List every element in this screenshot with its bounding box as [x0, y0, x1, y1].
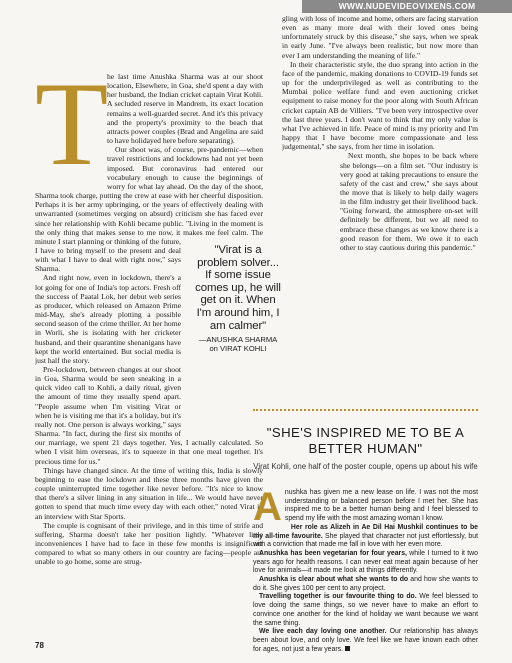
sidebar-paragraph-text: We feel blessed to love doing the same things, so we never have to make an effort to convince one another for the kind of holiday we want because we want the same thing.	[253, 593, 478, 627]
article-paragraph: Our shoot was, of course, pre-pandemic—when travel restrictions and lockdowns had not yet been imposed. But coronavirus had entered our vocabulary enough to cause the beginnings of worry for what lay ahead. On the day of the shoot, Sharma took charge, putting the crew at ease with her cheerful disposition. Perhaps it is her army upbringing, or the years of effectively dealing with unwarranted (sometimes verging on absurd) criticism she has faced ever since her relationship with Kohli became public. "Living in the moment is the only thing that makes sense to me now, it makes me feel calm. The minute I start planning or thinking of the future, I have to bring myself to the present and deal with what I have to deal with right now," says Sharma.	[35, 145, 263, 274]
sidebar-body	[253, 485, 478, 654]
page-number: 78	[35, 641, 44, 650]
pull-quote	[193, 244, 283, 353]
article-paragraph: Pre-lockdown, between changes at our shoot in Goa, Sharma would be seen sneaking in a quick video call to Kohli, a daily ritual, given the amount of time they usually spend apart. "People assume when I'm visiting Virat or when he is visiting me that it's a holiday, but it's really not. One person is always working," says Sharma. "In fact, during the first six months of our marriage, we spent 21 days together. Yes, I actually calculated. So when I visit him overseas, it's to squeeze in that one meal together. It's precious time for us."	[35, 365, 263, 466]
article-column-right	[282, 14, 478, 297]
sidebar-paragraph-text: while I turned to it two years ago for health reasons. I can never eat meat again because of her love for animals—it made me look at things differently.	[253, 549, 478, 575]
sidebar-drop-cap: A	[253, 485, 282, 529]
article-paragraph: he last time Anushka Sharma was at our shoot location, Elsewhere, in Goa, she'd spent a day with her husband, the Indian cricket captain Virat Kohli. A secluded reserve in Mandrem, its exact location remains a well-guarded secret. And it's this privacy and the property's proximity to the beach that attracts power couples (Brad and Angelina are said to have holidayed here before separating).	[107, 72, 263, 146]
sidebar-paragraph-text: and how she wants to do it. She gives 100 per cent to any project.	[253, 576, 478, 592]
pull-quote-text: "Virat is a problem solver... If some issue comes up, he will get on it. When I'm around him, I am calmer"	[195, 244, 281, 332]
article-paragraph: In their characteristic style, the duo sprang into action in the face of the pandemic, making donations to COVID-19 funds set up for the underprivileged as well as contributing to the Mumbai police welfare fund and even auctioning cricket equipment to raise money for the poor along with South African cricket captain AB de Villiers. "I've been very introspective over the last three years. I don't want to think that my only value is what I've achieved in life. Peace of mind is my priority and I'm happy that I have become more compassionate and less judgemental," she says, from her time in isolation.	[282, 59, 478, 152]
sidebar-subhead: Virat Kohli, one half of the poster couple, opens up about his wife	[253, 462, 478, 471]
sidebar-paragraph	[253, 628, 478, 654]
article-column-left	[35, 72, 263, 638]
sidebar-paragraph	[253, 576, 478, 593]
sidebar-paragraph-lead: Anushka is clear about what she wants to do	[259, 576, 409, 584]
pull-quote-author: —ANUSHKA SHARMA	[198, 335, 278, 345]
sidebar-paragraph-lead: Her role as Alizeh in Ae Dil Hai Mushkil continues to be my all-time favourite.	[253, 523, 478, 540]
sidebar-paragraph-lead: We live each day loving one another.	[259, 628, 387, 636]
sidebar-divider	[253, 409, 478, 412]
article-paragraph: The couple is cognisant of their privilege, and in this time of strife and suffering, Sharma doesn't take her position lightly. "Whatever little inconveniences I have had to face in these few months is insignificant compared to what so many others in our country are facing—people are unable to go home, some are strug-	[35, 520, 263, 567]
sidebar-headline: "SHE'S INSPIRED ME TO BE A BETTER HUMAN"	[266, 425, 465, 456]
sidebar-paragraph-lead: Travelling together is our favourite thing to do.	[259, 593, 417, 601]
article-paragraph: Next month, she hopes to be back where she belongs—on a film set. "Our industry is very good at taking precautions to ensure the safety of the cast and crew," she says about the move that is likely to help daily wagers in the film industry get their livelihood back. "Going forward, the atmosphere on-set will definitely be different, but we all need to embrace these changes as we know there is a good reason for them. We owe it to each other to stay cautious during this pandemic."	[340, 151, 478, 252]
article-paragraph: gling with loss of income and home, others are facing starvation even as many more deal with their loved ones being unfortunately struck by this disease," she says, when we speak in early June. "I've always been realistic, but now more than ever I am understanding the meaning of life."	[282, 14, 478, 60]
sidebar-paragraph	[253, 524, 478, 550]
pull-quote-attribution	[193, 335, 283, 353]
sidebar-paragraph	[253, 593, 478, 628]
article-paragraph: Things have changed since. At the time of writing this, India is slowly beginning to ease the lockdown and these three months have given the couple uninterrupted time together like never before. "It's nice to know that there's a silver lining in any situation in life... We would have never gotten to spend that much time every day with each other," noted Virat in an interview with Star Sports.	[35, 465, 263, 521]
sidebar-paragraph-text: She played that character not just effortlessly, but with a conviction that made me fall in love with her even more.	[253, 532, 478, 549]
pull-quote-subject: on VIRAT KOHLI	[209, 344, 267, 354]
sidebar-paragraph	[253, 550, 478, 576]
sidebar-paragraph-text: Our relationship has always been about love, and only love. We feel like we have known each other for ages, not just a few years.	[253, 628, 478, 653]
watermark: WWW.NUDEVIDEOVIXENS.COM	[302, 0, 512, 13]
end-mark	[345, 646, 350, 651]
article-paragraph: And right now, even in lockdown, there's a lot going for one of India's top actors. Fresh off the success of Paatal Lok, her debut web series as producer, which released on Amazon Prime mid-May, she's already plotting a possible second season of the crime thriller. At her home in Worli, she is isolating with her cricketer husband, and their quarantine shenanigans have kept the world entertained. But social media is just half the story.	[35, 273, 181, 365]
sidebar-paragraph	[253, 485, 478, 529]
sidebar-paragraph-lead: Anushka has been vegetarian for four years,	[259, 549, 407, 557]
sidebar-paragraph-text: nushka has given me a new lease on life. I was not the most understanding or balanced person before I met her. She has inspired me to be a better human being and I feel blessed to spend my life with the most amazing woman I know.	[284, 489, 478, 523]
drop-cap: T	[35, 72, 109, 190]
